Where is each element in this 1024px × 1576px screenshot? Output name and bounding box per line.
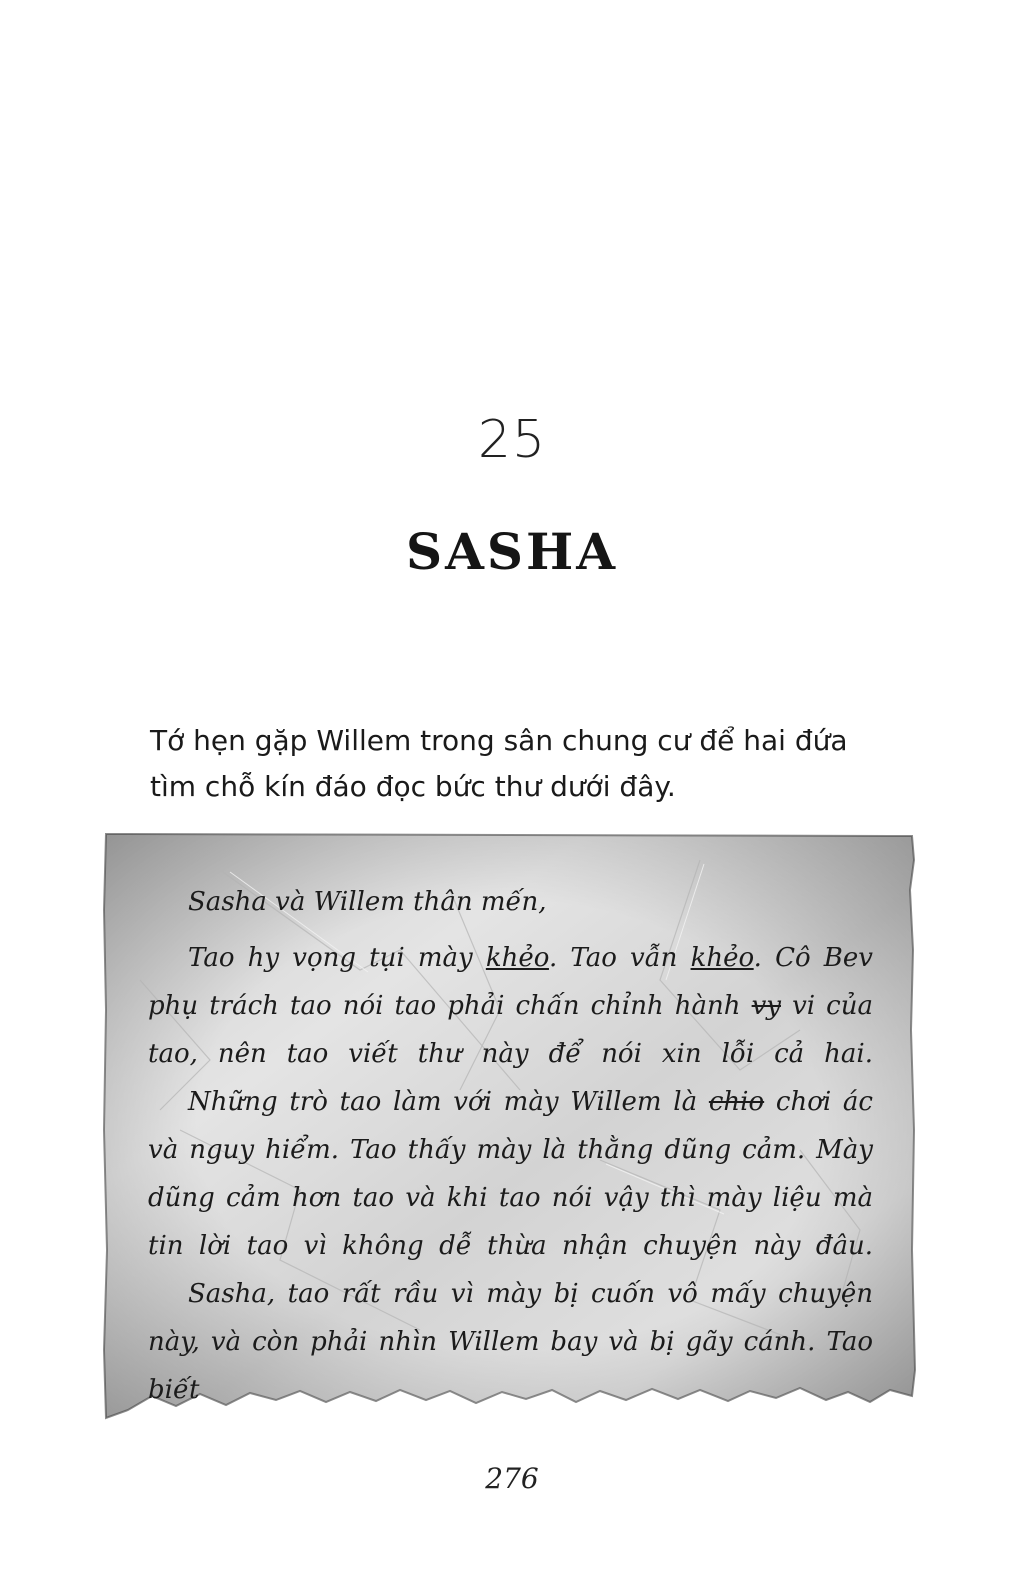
letter-paragraph-1: Tao hy vọng tụi mày khẻo. Tao vẫn khẻo. Cô Bev phụ trách tao nói tao phải chấn chỉnh hành vy vi của tao, nên tao viết thư này để nói xin lỗi cả hai.	[148, 943, 873, 1069]
letter-paragraph-3: Sasha, tao rất rầu vì mày bị cuốn vô mấy chuyện này, và còn phải nhìn Willem bay và bị gãy cánh. Tao biết	[148, 1279, 873, 1405]
chapter-number: 25	[477, 410, 547, 470]
torn-letter	[100, 830, 920, 1440]
chapter-title: SASHA	[405, 522, 619, 581]
letter-paragraph-2: Những trò tao làm với mày Willem là chio chơi ác và nguy hiểm. Tao thấy mày là thằng dũng cảm. Mày dũng cảm hơn tao và khi tao nói vậy thì mày liệu mà tin lời tao vì không dễ thừa nhận chuyện này đâu.	[148, 1087, 873, 1261]
intro-line-1: Tớ hẹn gặp Willem trong sân chung cư để hai đứa	[150, 724, 848, 757]
intro-line-2: tìm chỗ kín đáo đọc bức thư dưới đây.	[150, 770, 676, 803]
letter-text	[148, 878, 873, 1414]
letter-greeting: Sasha và Willem thân mến,	[188, 887, 547, 917]
page-number: 276	[485, 1462, 539, 1495]
intro-paragraph	[150, 718, 890, 810]
